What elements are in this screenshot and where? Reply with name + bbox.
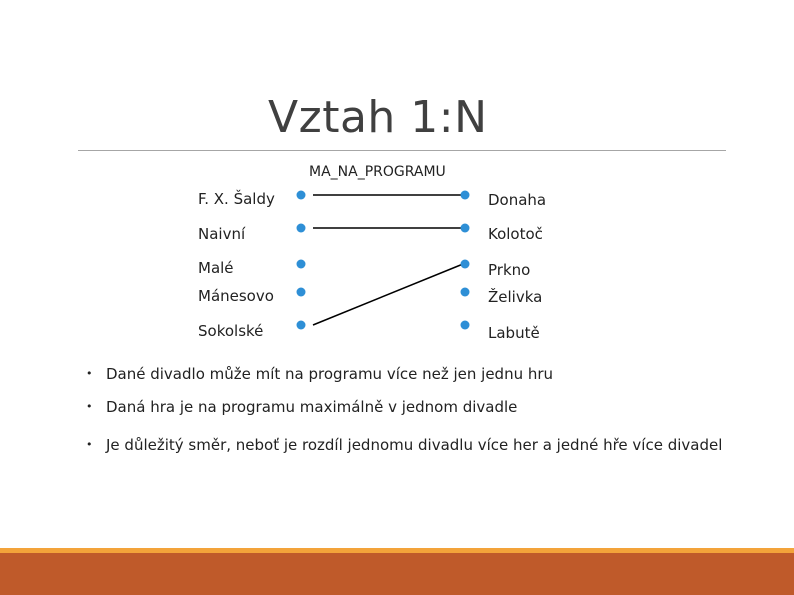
left-entity-4: Sokolské: [198, 322, 264, 340]
left-entity-3: Mánesovo: [198, 287, 274, 305]
right-connector-dot-0: [461, 191, 470, 200]
bullet-text: Dané divadlo může mít na programu více než jen jednu hru: [106, 365, 554, 383]
relationship-label: MA_NA_PROGRAMU: [309, 164, 446, 180]
bullet-item-2: [86, 436, 722, 454]
footer-bar: [0, 553, 794, 595]
bullet-dot: •: [86, 438, 93, 451]
slide-title: Vztah 1:N: [268, 92, 488, 143]
left-entity-1: Naivní: [198, 225, 246, 243]
left-entity-2: Malé: [198, 259, 234, 277]
right-connector-dot-4: [461, 321, 470, 330]
right-entity-1: Kolotoč: [488, 225, 543, 243]
left-connector-dot-2: [297, 260, 306, 269]
right-connector-dot-2: [461, 260, 470, 269]
left-connector-dot-0: [297, 191, 306, 200]
right-entity-4: Labutě: [488, 324, 540, 342]
right-entity-3: Želivka: [488, 288, 543, 306]
right-entity-2: Prkno: [488, 261, 531, 279]
link-line-2: [313, 264, 463, 325]
left-connector-dot-3: [297, 288, 306, 297]
right-entity-0: Donaha: [488, 191, 547, 209]
bullet-dot: •: [86, 400, 93, 413]
left-connector-dot-4: [297, 321, 306, 330]
right-connector-dot-1: [461, 224, 470, 233]
bullet-item-1: [86, 398, 517, 416]
bullet-dot: •: [86, 367, 93, 380]
left-connector-dot-1: [297, 224, 306, 233]
left-entity-0: F. X. Šaldy: [198, 190, 275, 208]
bullet-item-0: [86, 365, 553, 383]
bullet-text: Je důležitý směr, neboť je rozdíl jednomu divadlu více her a jedné hře více divadel: [106, 436, 723, 454]
bullet-text: Daná hra je na programu maximálně v jednom divadle: [106, 398, 518, 416]
right-connector-dot-3: [461, 288, 470, 297]
